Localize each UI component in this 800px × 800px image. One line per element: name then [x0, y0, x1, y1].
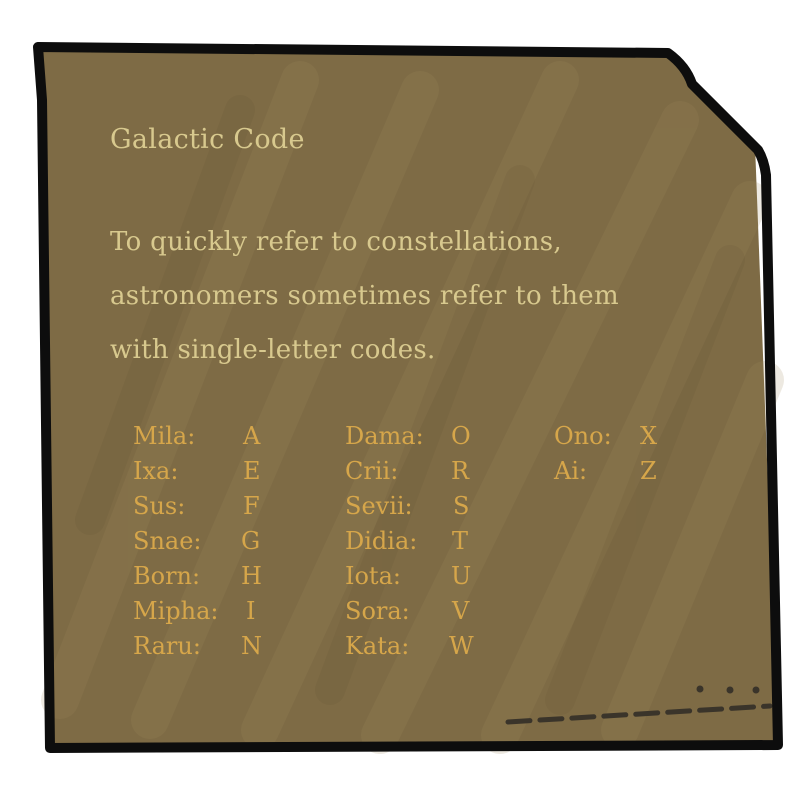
dot-mark	[753, 687, 760, 694]
note-title: Galactic Code	[110, 124, 305, 155]
constellation-name: Sevii:	[345, 492, 413, 520]
intro-line: astronomers sometimes refer to them	[110, 281, 619, 311]
constellation-name: Sora:	[345, 597, 410, 625]
code-letter: U	[451, 562, 472, 590]
code-letter: N	[241, 632, 262, 660]
constellation-name: Ono:	[554, 422, 612, 450]
constellation-name: Born:	[133, 562, 201, 590]
constellation-name: Dama:	[345, 422, 424, 450]
dot-mark	[727, 687, 734, 694]
code-letter: I	[246, 597, 256, 625]
constellation-name: Mila:	[133, 422, 196, 450]
constellation-name: Kata:	[345, 632, 410, 660]
dot-mark	[697, 686, 704, 693]
code-letter: R	[451, 457, 470, 485]
constellation-name: Mipha:	[133, 597, 219, 625]
intro-line: To quickly refer to constellations,	[110, 227, 562, 257]
code-letter: F	[243, 492, 260, 520]
code-letter: V	[452, 597, 470, 625]
constellation-name: Snae:	[133, 527, 202, 555]
code-letter: W	[449, 632, 474, 660]
code-letter: E	[243, 457, 261, 485]
code-letter: T	[452, 527, 469, 555]
intro-line: with single-letter codes.	[110, 335, 436, 365]
constellation-name: Iota:	[345, 562, 401, 590]
constellation-name: Ai:	[554, 457, 588, 485]
constellation-name: Crii:	[345, 457, 399, 485]
code-letter: A	[243, 422, 261, 450]
code-table	[0, 422, 800, 682]
code-letter: G	[241, 527, 261, 555]
constellation-name: Ixa:	[133, 457, 179, 485]
code-letter: X	[640, 422, 658, 450]
code-letter: Z	[640, 457, 657, 485]
code-letter: H	[241, 562, 262, 590]
intro-paragraph	[110, 215, 710, 377]
code-letter: O	[451, 422, 471, 450]
constellation-name: Raru:	[133, 632, 201, 660]
constellation-name: Didia:	[345, 527, 418, 555]
code-letter: S	[453, 492, 470, 520]
constellation-name: Sus:	[133, 492, 186, 520]
